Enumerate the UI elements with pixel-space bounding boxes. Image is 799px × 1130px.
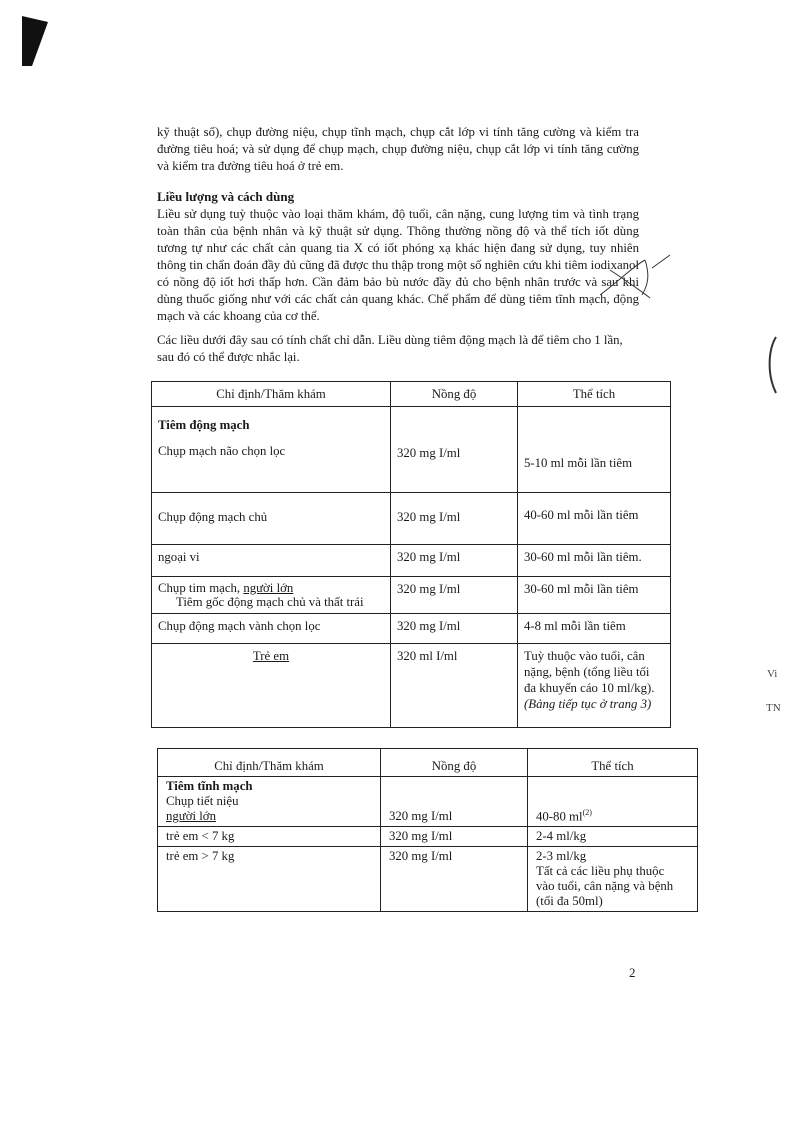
table-row — [152, 545, 671, 577]
table-row — [152, 644, 671, 728]
indication-text: người lớn — [166, 809, 216, 823]
row-indication: trẻ em > 7 kg — [158, 847, 381, 912]
intravenous-dosage-table — [157, 748, 698, 912]
footnote-ref: (2) — [582, 807, 592, 817]
table-row — [152, 493, 671, 545]
row-volume: 2-4 ml/kg — [528, 827, 698, 847]
volume-text: 40-80 ml — [536, 809, 583, 823]
guidance-paragraph — [157, 332, 639, 366]
row-volume: 30-60 ml mỗi lần tiêm. — [518, 545, 671, 577]
table-row — [152, 577, 671, 614]
indication-underlined: người lớn — [243, 581, 294, 595]
row-indication — [152, 493, 391, 545]
row-indication: Chụp động mạch vành chọn lọc — [152, 614, 391, 644]
row-concentration: 320 ml I/ml — [391, 644, 518, 728]
page-number: 2 — [629, 965, 636, 980]
margin-scan-text: Vi — [767, 668, 778, 680]
table-row — [158, 847, 698, 912]
arterial-dosage-table — [151, 381, 671, 728]
table-header-row — [152, 382, 671, 407]
intro-text: kỹ thuật số), chụp đường niệu, chụp tĩnh mạch, chụp cắt lớp vi tính tăng cường và kiểm tra đường tiêu hoá; và sử dụng để chụp mạch, chụp đường niệu, chụp cắt lớp vi tính tăng cường và kiểm tra đường tiêu hoá ở trẻ em. — [157, 125, 639, 173]
margin-scan-text: TN — [766, 702, 781, 714]
row-indication: ngoại vi — [152, 545, 391, 577]
table-header-row — [158, 749, 698, 777]
concentration-text: 320 mg I/ml — [397, 510, 461, 524]
guidance-text: Các liều dưới đây sau có tính chất chỉ dẫn. Liều dùng tiêm động mạch là để tiêm cho 1 lần, sau đó có thể được nhắc lại. — [157, 333, 623, 364]
volume-text: 5-10 ml mỗi lần tiêm — [524, 456, 633, 470]
indication-text: Chụp tim mạch, — [158, 581, 244, 595]
continuation-note: (Bảng tiếp tục ở trang 3) — [524, 697, 652, 711]
concentration-text: 320 mg I/ml — [389, 809, 453, 823]
row-volume — [528, 777, 698, 827]
volume-line: Tuỳ thuộc vào tuổi, cân — [524, 649, 645, 663]
row-volume — [528, 847, 698, 912]
row-volume: 30-60 ml mỗi lần tiêm — [518, 577, 671, 614]
row-concentration: 320 mg I/ml — [391, 577, 518, 614]
concentration-text: 320 mg I/ml — [397, 446, 461, 460]
indication-text: Chụp mạch não chọn lọc — [158, 444, 286, 458]
header-indication: Chỉ định/Thăm khám — [152, 382, 391, 407]
row-volume — [518, 407, 671, 493]
row-volume — [518, 644, 671, 728]
header-concentration: Nồng độ — [391, 382, 518, 407]
scan-edge-mark — [762, 335, 782, 395]
section-heading: Liều lượng và cách dùng — [157, 189, 295, 204]
row-indication — [152, 644, 391, 728]
signature-mark — [590, 240, 680, 310]
header-volume: Thể tích — [518, 382, 671, 407]
volume-line: vào tuổi, cân nặng và bệnh — [536, 879, 674, 893]
table-row — [158, 827, 698, 847]
volume-line: 2-3 ml/kg — [536, 849, 587, 863]
table-row — [158, 777, 698, 827]
indication-text: Trẻ em — [252, 649, 290, 663]
header-volume: Thể tích — [528, 749, 698, 777]
intro-paragraph — [157, 124, 639, 175]
row-indication — [152, 407, 391, 493]
row-concentration: 320 mg I/ml — [381, 827, 528, 847]
row-concentration — [391, 407, 518, 493]
subsection-label: Chụp tiết niệu — [166, 794, 239, 808]
table-row — [152, 614, 671, 644]
scan-corner-mark — [22, 16, 48, 66]
row-concentration — [391, 493, 518, 545]
volume-text: 40-60 ml mỗi lần tiêm — [524, 508, 639, 522]
row-concentration: 320 mg I/ml — [391, 614, 518, 644]
table-row — [152, 407, 671, 493]
section-label: Tiêm tĩnh mạch — [166, 779, 253, 793]
row-indication — [152, 577, 391, 614]
row-volume — [518, 493, 671, 545]
dosage-text: Liều sử dụng tuỳ thuộc vào loại thăm khám, độ tuổi, cân nặng, cung lượng tim và tình trạng toàn thân của bệnh nhân và kỹ thuật sử dụng. Thông thường nồng độ và thể tích iốt dùng tương tự như các chất cản quang tia X có iốt phóng xạ khác hiện đang sử dụng, tuy nhiên thông tin chẩn đoán đầy đủ cũng đã được thu thập trong một số nghiên cứu khi tiêm iodixanol có nồng độ iốt hơi thấp hơn. Cần đảm bảo bù nước đầy đủ cho bệnh nhân trước và sau khi dùng thuốc giống như với các chất cản quang khác. Chế phẩm để dùng tiêm tĩnh mạch, động mạch và các khoang của cơ thể. — [157, 207, 639, 323]
row-indication — [158, 777, 381, 827]
row-concentration: 320 mg I/ml — [391, 545, 518, 577]
row-concentration: 320 mg I/ml — [381, 847, 528, 912]
header-indication: Chỉ định/Thăm khám — [158, 749, 381, 777]
dosage-paragraph — [157, 206, 639, 325]
volume-line: nặng, bệnh (tổng liều tối — [524, 665, 650, 679]
volume-line: (tối đa 50ml) — [536, 894, 603, 908]
row-concentration — [381, 777, 528, 827]
header-concentration: Nồng độ — [381, 749, 528, 777]
row-indication: trẻ em < 7 kg — [158, 827, 381, 847]
volume-line: đa khuyến cáo 10 ml/kg). — [524, 681, 655, 695]
volume-line: Tất cả các liều phụ thuộc — [536, 864, 665, 878]
section-label: Tiêm động mạch — [158, 418, 250, 432]
row-volume: 4-8 ml mỗi lần tiêm — [518, 614, 671, 644]
indication-text: Chụp động mạch chủ — [158, 510, 268, 524]
indication-subtext: Tiêm gốc động mạch chủ và thất trái — [176, 595, 364, 609]
